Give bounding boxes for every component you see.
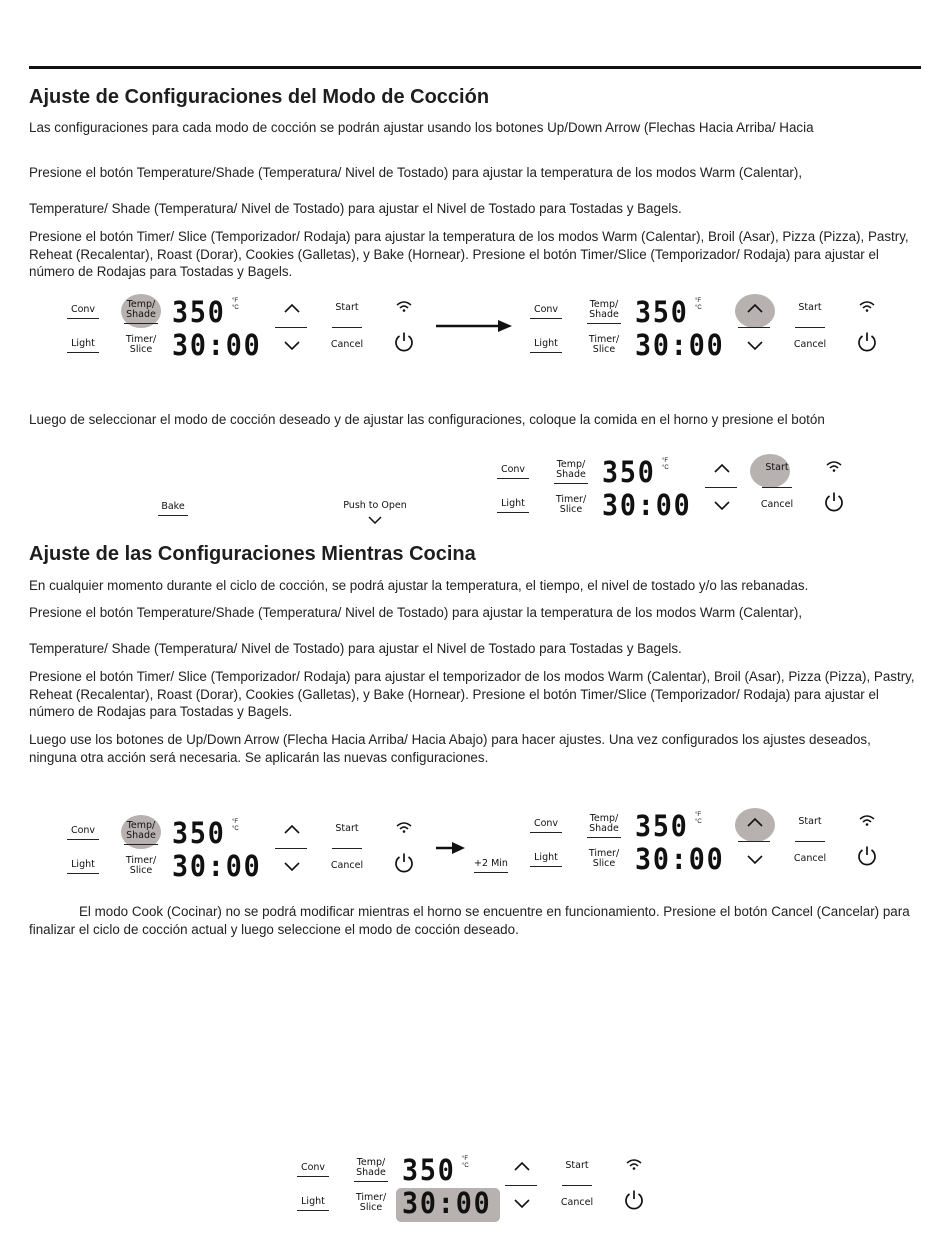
temp-shade-button[interactable] bbox=[550, 460, 592, 480]
timer-slice-label: Timer/ Slice bbox=[125, 855, 157, 876]
down-arrow-icon[interactable] bbox=[713, 500, 731, 510]
cancel-label: Cancel bbox=[560, 1197, 594, 1208]
wifi-icon bbox=[625, 1158, 643, 1170]
start-label: Start bbox=[798, 816, 822, 827]
power-icon[interactable] bbox=[856, 845, 878, 867]
arrow-divider bbox=[738, 841, 770, 842]
light-label: Light bbox=[534, 338, 558, 349]
start-button[interactable] bbox=[326, 824, 368, 834]
top-rule bbox=[29, 66, 921, 69]
section1-p5: Luego de seleccionar el modo de cocción deseado y de ajustar las configuraciones, coloque la comida en el horno y presione el botón bbox=[29, 412, 825, 427]
power-icon[interactable] bbox=[393, 852, 415, 874]
temp-shade-underline bbox=[587, 837, 621, 838]
start-underline bbox=[562, 1185, 592, 1186]
timer-slice-label: Timer/ Slice bbox=[355, 1192, 387, 1213]
conv-label: Conv bbox=[70, 304, 96, 315]
light-underline bbox=[497, 512, 529, 513]
bake-underline bbox=[158, 515, 188, 516]
arrow-divider bbox=[705, 487, 737, 488]
down-arrow-icon[interactable] bbox=[746, 340, 764, 350]
start-label: Start bbox=[798, 302, 822, 313]
conv-label: Conv bbox=[500, 464, 526, 475]
degree-c-indicator: °C bbox=[462, 1163, 469, 1169]
arrow-divider bbox=[505, 1185, 537, 1186]
down-arrow-icon[interactable] bbox=[746, 854, 764, 864]
temp-shade-underline bbox=[554, 483, 588, 484]
down-arrow-icon[interactable] bbox=[513, 1198, 531, 1208]
timer-slice-button[interactable] bbox=[350, 1193, 392, 1213]
control-panel-up-highlight-2 bbox=[523, 808, 903, 878]
light-button[interactable] bbox=[496, 499, 530, 509]
up-arrow-icon[interactable] bbox=[746, 303, 764, 313]
light-label: Light bbox=[71, 859, 95, 870]
light-label: Light bbox=[71, 338, 95, 349]
push-to-open-label: Push to Open bbox=[343, 500, 407, 511]
down-arrow-icon[interactable] bbox=[283, 861, 301, 871]
cancel-label: Cancel bbox=[793, 339, 827, 350]
temp-shade-label: Temp/ Shade bbox=[556, 459, 586, 480]
cancel-button[interactable] bbox=[556, 1198, 598, 1208]
temp-shade-underline bbox=[587, 323, 621, 324]
degree-f-indicator: °F bbox=[695, 812, 702, 818]
section2-p1: En cualquier momento durante el ciclo de cocción, se podrá ajustar la temperatura, el tiempo, el nivel de tostado y/o las rebanadas. bbox=[29, 578, 809, 593]
section1-p4: Presione el botón Timer/ Slice (Temporizador/ Rodaja) para ajustar la temperatura de los modos Warm (Calentar), Broil (Asar), Pizza (Pizza), Pastry, Reheat (Recalentar), Roast (Dorar), Cookies (Galletas), y Bake (Hornear). Presione el botón Timer/Slice (Temporizador/ Rodaja) para ajustar el número de Rodajas para Tostadas y Bagels. bbox=[29, 229, 909, 280]
arrow-divider bbox=[275, 848, 307, 849]
temp-shade-label: Temp/ Shade bbox=[356, 1157, 386, 1178]
start-label: Start bbox=[335, 823, 359, 834]
light-underline bbox=[67, 873, 99, 874]
cancel-button[interactable] bbox=[789, 340, 831, 350]
section2-heading: Ajuste de las Configuraciones Mientras Cocina bbox=[29, 543, 476, 565]
cancel-label: Cancel bbox=[330, 860, 364, 871]
timer-slice-button[interactable] bbox=[583, 335, 625, 355]
start-label: Start bbox=[565, 1160, 589, 1171]
start-button[interactable] bbox=[789, 303, 831, 313]
cancel-button[interactable] bbox=[326, 861, 368, 871]
timer-slice-button[interactable] bbox=[120, 335, 162, 355]
light-button[interactable] bbox=[296, 1197, 330, 1207]
section1-p3: Temperature/ Shade (Temperatura/ Nivel de Tostado) para ajustar el Nivel de Tostado para Tostadas y Bagels. bbox=[29, 201, 682, 216]
temperature-display: 350 bbox=[172, 816, 226, 850]
up-arrow-icon[interactable] bbox=[283, 824, 301, 834]
timer-slice-label: Timer/ Slice bbox=[588, 848, 620, 869]
conv-underline bbox=[67, 318, 99, 319]
temp-shade-button[interactable] bbox=[350, 1158, 392, 1178]
cancel-label: Cancel bbox=[793, 853, 827, 864]
short-arrow-icon bbox=[436, 840, 468, 856]
start-underline bbox=[795, 327, 825, 328]
up-arrow-icon[interactable] bbox=[713, 463, 731, 473]
arrow-divider bbox=[738, 327, 770, 328]
light-button[interactable] bbox=[529, 853, 563, 863]
light-label: Light bbox=[301, 1196, 325, 1207]
degree-f-indicator: °F bbox=[462, 1156, 469, 1162]
conv-underline bbox=[530, 318, 562, 319]
conv-button[interactable] bbox=[296, 1163, 330, 1173]
timer-slice-button[interactable] bbox=[120, 856, 162, 876]
start-label: Start bbox=[765, 462, 789, 473]
timer-display: 30:00 bbox=[635, 842, 725, 876]
temp-shade-label: Temp/ Shade bbox=[126, 299, 156, 320]
timer-slice-label: Timer/ Slice bbox=[588, 334, 620, 355]
light-button[interactable] bbox=[529, 339, 563, 349]
section1-heading: Ajuste de Configuraciones del Modo de Cocción bbox=[29, 86, 490, 108]
conv-button[interactable] bbox=[66, 826, 100, 836]
temp-shade-button[interactable] bbox=[120, 821, 162, 841]
control-panel-up-highlight bbox=[523, 294, 903, 364]
section2-p5: Luego use los botones de Up/Down Arrow (Flecha Hacia Arriba/ Hacia Abajo) para hacer ajustes. Una vez configurados los ajustes deseados, ninguna otra acción será necesaria. Se aplicarán las nuevas configuraciones. bbox=[29, 732, 871, 765]
light-label: Light bbox=[501, 498, 525, 509]
plus-2-min-underline bbox=[474, 872, 508, 873]
timer-display: 30:00 bbox=[635, 328, 725, 362]
degree-f-indicator: °F bbox=[232, 819, 239, 825]
timer-display: 30:00 bbox=[172, 849, 262, 883]
temp-shade-underline bbox=[124, 844, 158, 845]
light-button[interactable] bbox=[66, 860, 100, 870]
up-arrow-icon[interactable] bbox=[283, 303, 301, 313]
start-underline bbox=[795, 841, 825, 842]
section2-p2: Presione el botón Temperature/Shade (Temperatura/ Nivel de Tostado) para ajustar la temperatura de los modos Warm (Calentar), bbox=[29, 605, 803, 620]
light-underline bbox=[297, 1210, 329, 1211]
power-icon[interactable] bbox=[623, 1189, 645, 1211]
down-arrow-icon[interactable] bbox=[283, 340, 301, 350]
section2-p3: Temperature/ Shade (Temperatura/ Nivel de Tostado) para ajustar el Nivel de Tostado para Tostadas y Bagels. bbox=[29, 641, 682, 656]
section2-p4: Presione el botón Timer/ Slice (Temporizador/ Rodaja) para ajustar el temporizador de los modos Warm (Calentar), Broil (Asar), Pizza (Pizza), Pastry, Reheat (Recalentar), Roast (Dorar), Cookies (Galletas), y Bake (Hornear). Presione el botón Timer/Slice (Temporizador/ Rodaja) para ajustar el número de Rodajas para Tostadas y Bagels. bbox=[29, 669, 915, 720]
conv-button[interactable] bbox=[529, 819, 563, 829]
light-label: Light bbox=[534, 852, 558, 863]
degree-c-indicator: °C bbox=[662, 465, 669, 471]
start-button[interactable] bbox=[789, 817, 831, 827]
start-button[interactable] bbox=[756, 463, 798, 473]
start-button[interactable] bbox=[326, 303, 368, 313]
conv-underline bbox=[297, 1176, 329, 1177]
light-button[interactable] bbox=[66, 339, 100, 349]
temp-shade-button[interactable] bbox=[120, 300, 162, 320]
temp-shade-label: Temp/ Shade bbox=[126, 820, 156, 841]
timer-display: 30:00 bbox=[172, 328, 262, 362]
temp-shade-underline bbox=[124, 323, 158, 324]
temp-shade-label: Temp/ Shade bbox=[589, 299, 619, 320]
temp-shade-button[interactable] bbox=[583, 814, 625, 834]
degree-f-indicator: °F bbox=[232, 298, 239, 304]
power-icon[interactable] bbox=[856, 331, 878, 353]
conv-label: Conv bbox=[533, 818, 559, 829]
light-underline bbox=[67, 352, 99, 353]
power-icon[interactable] bbox=[393, 331, 415, 353]
conv-button[interactable] bbox=[66, 305, 100, 315]
degree-c-indicator: °C bbox=[232, 826, 239, 832]
temperature-display: 350 bbox=[402, 1153, 456, 1187]
cancel-button[interactable] bbox=[326, 340, 368, 350]
degree-c-indicator: °C bbox=[232, 305, 239, 311]
start-label: Start bbox=[335, 302, 359, 313]
timer-slice-button[interactable] bbox=[550, 495, 592, 515]
section1-p1: Las configuraciones para cada modo de cocción se podrán ajustar usando los botones Up/Down Arrow (Flechas Hacia Arriba/ Hacia bbox=[29, 120, 814, 135]
temp-shade-underline bbox=[354, 1181, 388, 1182]
timer-slice-label: Timer/ Slice bbox=[125, 334, 157, 355]
bake-label: Bake bbox=[161, 501, 185, 512]
degree-c-indicator: °C bbox=[695, 305, 702, 311]
conv-button[interactable] bbox=[496, 465, 530, 475]
start-underline bbox=[332, 327, 362, 328]
push-to-open-button[interactable] bbox=[335, 500, 415, 524]
timer-display: 30:00 bbox=[602, 488, 692, 522]
conv-button[interactable] bbox=[529, 305, 563, 315]
temperature-display: 350 bbox=[172, 295, 226, 329]
cancel-button[interactable] bbox=[789, 854, 831, 864]
control-panel-temp-highlight-2 bbox=[60, 815, 440, 885]
start-button[interactable] bbox=[556, 1161, 598, 1171]
plus-2-min-button[interactable] bbox=[474, 858, 508, 873]
up-arrow-icon[interactable] bbox=[746, 817, 764, 827]
wifi-icon bbox=[858, 300, 876, 312]
cancel-label: Cancel bbox=[760, 499, 794, 510]
timer-slice-label: Timer/ Slice bbox=[555, 494, 587, 515]
wifi-icon bbox=[395, 300, 413, 312]
light-underline bbox=[530, 352, 562, 353]
wifi-icon bbox=[858, 814, 876, 826]
cancel-label: Cancel bbox=[330, 339, 364, 350]
arrow-divider bbox=[275, 327, 307, 328]
cancel-button[interactable] bbox=[756, 500, 798, 510]
up-arrow-icon[interactable] bbox=[513, 1161, 531, 1171]
long-arrow-icon bbox=[436, 318, 516, 334]
conv-label: Conv bbox=[70, 825, 96, 836]
wifi-icon bbox=[395, 821, 413, 833]
control-panel-temp-highlight bbox=[60, 294, 440, 364]
timer-display: 30:00 bbox=[402, 1186, 492, 1220]
control-panel-timer-highlight bbox=[290, 1152, 670, 1222]
start-underline bbox=[762, 487, 792, 488]
temp-shade-button[interactable] bbox=[583, 300, 625, 320]
section1-p2: Presione el botón Temperature/Shade (Temperatura/ Nivel de Tostado) para ajustar la temperatura de los modos Warm (Calentar), bbox=[29, 165, 803, 180]
light-underline bbox=[530, 866, 562, 867]
conv-underline bbox=[67, 839, 99, 840]
conv-underline bbox=[530, 832, 562, 833]
degree-f-indicator: °F bbox=[695, 298, 702, 304]
wifi-icon bbox=[825, 460, 843, 472]
power-icon[interactable] bbox=[823, 491, 845, 513]
temperature-display: 350 bbox=[635, 295, 689, 329]
start-underline bbox=[332, 848, 362, 849]
conv-underline bbox=[497, 478, 529, 479]
degree-f-indicator: °F bbox=[662, 458, 669, 464]
conv-label: Conv bbox=[533, 304, 559, 315]
temperature-display: 350 bbox=[602, 455, 656, 489]
control-panel-start-highlight bbox=[490, 454, 870, 524]
plus-2-min-label: +2 Min bbox=[474, 858, 508, 869]
timer-slice-button[interactable] bbox=[583, 849, 625, 869]
conv-label: Conv bbox=[300, 1162, 326, 1173]
bake-button[interactable] bbox=[158, 501, 188, 516]
temperature-display: 350 bbox=[635, 809, 689, 843]
temp-shade-label: Temp/ Shade bbox=[589, 813, 619, 834]
section2-p6: El modo Cook (Cocinar) no se podrá modificar mientras el horno se encuentre en funcionamiento. Presione el botón Cancel (Cancelar) para finalizar el ciclo de cocción actual y luego seleccione el modo de cocción deseado. bbox=[29, 904, 910, 937]
chevron-down-icon bbox=[368, 516, 382, 524]
degree-c-indicator: °C bbox=[695, 819, 702, 825]
